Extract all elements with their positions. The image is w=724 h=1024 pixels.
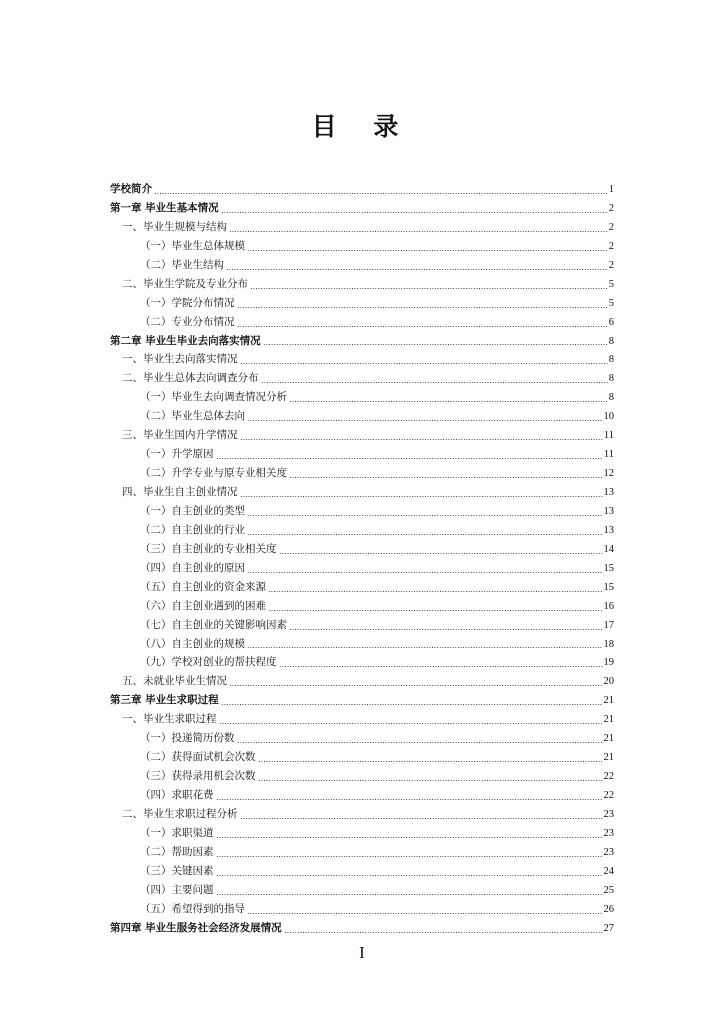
- dot-leader: [216, 894, 603, 895]
- toc-entry-page-number: 21: [603, 752, 614, 764]
- toc-entry-page-number: 23: [603, 846, 614, 858]
- toc-entry-page-number: 8: [608, 354, 614, 366]
- toc-entry-page-number: 18: [603, 638, 614, 650]
- toc-entry-page-number: 15: [603, 562, 614, 574]
- toc-entry-page-number: 17: [603, 619, 614, 631]
- toc-entry-page-number: 5: [608, 297, 614, 309]
- toc-entry[interactable]: [110, 616, 614, 635]
- dot-leader: [268, 591, 603, 592]
- dot-leader: [219, 723, 603, 724]
- toc-entry-page-number: 12: [603, 468, 614, 480]
- dot-leader: [237, 307, 608, 308]
- toc-entry[interactable]: [110, 843, 614, 862]
- toc-entry-page-number: 13: [603, 524, 614, 536]
- toc-entry-page-number: 22: [603, 790, 614, 801]
- toc-entry[interactable]: [110, 881, 614, 900]
- dot-leader: [240, 363, 608, 364]
- toc-entry[interactable]: [110, 729, 614, 748]
- toc-entry-title: 二、毕业生总体去向调查分布: [122, 372, 259, 385]
- dot-leader: [289, 477, 603, 478]
- toc-entry-title: 学校简介: [110, 183, 152, 195]
- toc-entry-title: （一）自主创业的类型: [140, 504, 245, 517]
- dot-leader: [289, 401, 608, 402]
- toc-entry-title: （六）自主创业遇到的困难: [140, 599, 266, 612]
- toc-entry[interactable]: [110, 691, 614, 710]
- toc-entry-title: （八）自主创业的规模: [140, 637, 245, 650]
- toc-entry-title: （二）升学专业与原专业相关度: [140, 467, 287, 480]
- dot-leader: [279, 553, 603, 554]
- toc-entry[interactable]: [110, 578, 614, 597]
- toc-entry-page-number: 2: [608, 221, 614, 233]
- toc-entry[interactable]: [110, 332, 614, 351]
- toc-entry[interactable]: [110, 483, 614, 502]
- toc-entry-title: （一）学院分布情况: [140, 296, 235, 309]
- dot-leader: [247, 534, 603, 535]
- toc-entry[interactable]: [110, 597, 614, 616]
- toc-entry-page-number: 6: [608, 316, 614, 328]
- toc-entry-page-number: 2: [608, 240, 614, 252]
- dot-leader: [216, 799, 603, 800]
- dot-leader: [258, 780, 603, 781]
- dot-leader: [247, 250, 608, 251]
- toc-entry-title: （二）获得面试机会次数: [140, 751, 256, 764]
- toc-entry-title: （四）自主创业的原因: [140, 561, 245, 574]
- dot-leader: [240, 439, 603, 440]
- toc-entry[interactable]: [110, 653, 614, 672]
- toc-entry-title: 一、毕业生规模与结构: [122, 220, 227, 233]
- toc-entry-page-number: 13: [603, 505, 614, 517]
- toc-entry-page-number: 21: [603, 733, 614, 745]
- toc-entry-page-number: 16: [603, 600, 614, 612]
- toc-entry-title: 三、毕业生国内升学情况: [122, 429, 238, 442]
- toc-entry-title: （二）帮助因素: [140, 845, 214, 858]
- toc-entry-title: 第三章 毕业生求职过程: [110, 694, 219, 707]
- toc-entry-title: （二）毕业生结构: [140, 258, 224, 271]
- toc-entry[interactable]: [110, 635, 614, 654]
- dot-leader: [216, 458, 603, 459]
- toc-entry[interactable]: [110, 767, 614, 786]
- toc-entry[interactable]: [110, 350, 614, 369]
- dot-leader: [226, 269, 608, 270]
- toc-entry[interactable]: [110, 900, 614, 919]
- dot-leader: [247, 420, 603, 421]
- toc-entry-page-number: 19: [603, 657, 614, 669]
- toc-entry-page-number: 20: [603, 676, 614, 688]
- toc-entry-page-number: 23: [603, 827, 614, 839]
- toc-entry-page-number: 11: [603, 430, 614, 442]
- toc-entry[interactable]: [110, 862, 614, 881]
- toc-entry-page-number: 21: [603, 714, 614, 726]
- toc-entry-page-number: 1: [608, 184, 614, 195]
- dot-leader: [240, 818, 603, 819]
- toc-entry-title: 二、毕业生求职过程分析: [122, 807, 238, 820]
- toc-entry-page-number: 11: [603, 449, 614, 461]
- toc-entry[interactable]: [110, 218, 614, 237]
- toc-entry-page-number: 25: [603, 884, 614, 896]
- toc-entry[interactable]: [110, 199, 614, 218]
- toc-entry[interactable]: [110, 672, 614, 691]
- dot-leader: [284, 932, 603, 933]
- toc-entry-page-number: 13: [603, 487, 614, 498]
- toc-entry-title: 二、毕业生学院及专业分布: [122, 277, 248, 290]
- toc-entry[interactable]: [110, 502, 614, 521]
- toc-entry-page-number: 24: [603, 865, 614, 877]
- toc-entry[interactable]: [110, 559, 614, 578]
- toc-entry-title: （七）自主创业的关键影响因素: [140, 618, 287, 631]
- dot-leader: [258, 761, 603, 762]
- toc-entry-title: 四、毕业生自主创业情况: [122, 486, 238, 498]
- toc-entry[interactable]: [110, 805, 614, 824]
- toc-title: 目 录: [311, 112, 413, 141]
- toc-entry[interactable]: [110, 824, 614, 843]
- toc-entry[interactable]: [110, 256, 614, 275]
- toc-entry-title: （一）毕业生总体规模: [140, 239, 245, 252]
- dot-leader: [216, 837, 603, 838]
- toc-entry[interactable]: [110, 313, 614, 332]
- dot-leader: [247, 572, 603, 573]
- dot-leader: [237, 742, 603, 743]
- toc-entry-title: （四）求职花费: [140, 789, 214, 801]
- toc-entry-page-number: 8: [608, 392, 614, 404]
- toc-entry[interactable]: [110, 521, 614, 540]
- toc-entry-page-number: 14: [603, 543, 614, 555]
- dot-leader: [268, 610, 603, 611]
- dot-leader: [289, 629, 603, 630]
- dot-leader: [154, 193, 608, 194]
- toc-entry-page-number: 27: [603, 922, 614, 934]
- dot-leader: [250, 288, 608, 289]
- toc-entry[interactable]: [110, 294, 614, 313]
- toc-entry-title: （一）升学原因: [140, 448, 214, 461]
- toc-entry-title: 第二章 毕业生毕业去向落实情况: [110, 334, 261, 347]
- toc-entry-title: 第一章 毕业生基本情况: [110, 201, 219, 214]
- dot-leader: [229, 231, 608, 232]
- toc-entry[interactable]: [110, 710, 614, 729]
- dot-leader: [261, 382, 608, 383]
- toc-entry-page-number: 15: [603, 581, 614, 593]
- toc-entry-title: （二）毕业生总体去向: [140, 410, 245, 423]
- toc-entry[interactable]: [110, 407, 614, 426]
- toc-entry-title: 一、毕业生求职过程: [122, 713, 217, 726]
- toc-entry[interactable]: [110, 748, 614, 767]
- dot-leader: [263, 344, 608, 345]
- dot-leader: [247, 647, 603, 648]
- dot-leader: [221, 704, 603, 705]
- toc-entry[interactable]: [110, 786, 614, 805]
- dot-leader: [216, 856, 603, 857]
- toc-entry-title: （九）学校对创业的帮扶程度: [140, 656, 277, 669]
- page-number: I: [359, 943, 365, 962]
- dot-leader: [247, 913, 603, 914]
- toc-entry[interactable]: [110, 388, 614, 407]
- toc-entry[interactable]: [110, 445, 614, 464]
- toc-entry[interactable]: [110, 369, 614, 388]
- toc-entry-page-number: 5: [608, 278, 614, 290]
- toc-entry-page-number: 22: [603, 771, 614, 783]
- toc-entry-title: 第四章 毕业生服务社会经济发展情况: [110, 921, 282, 934]
- toc-entry-title: （一）毕业生去向调查情况分析: [140, 391, 287, 404]
- toc-list: [110, 180, 614, 938]
- toc-entry-title: （五）自主创业的资金来源: [140, 580, 266, 593]
- dot-leader: [279, 666, 603, 667]
- toc-entry-title: （三）自主创业的专业相关度: [140, 542, 277, 555]
- dot-leader: [240, 496, 603, 497]
- toc-entry-title: （三）获得录用机会次数: [140, 770, 256, 783]
- toc-entry-page-number: 21: [603, 695, 614, 707]
- toc-entry-title: 五、未就业毕业生情况: [122, 675, 227, 688]
- toc-entry-title: （二）自主创业的行业: [140, 523, 245, 536]
- toc-entry[interactable]: [110, 464, 614, 483]
- dot-leader: [221, 212, 608, 213]
- toc-entry-title: （一）投递简历份数: [140, 732, 235, 745]
- toc-entry-page-number: 8: [608, 373, 614, 385]
- toc-entry[interactable]: [110, 237, 614, 256]
- toc-entry-page-number: 2: [608, 202, 614, 214]
- toc-entry-title: （三）关键因素: [140, 864, 214, 877]
- dot-leader: [237, 326, 608, 327]
- toc-entry-title: （五）希望得到的指导: [140, 902, 245, 915]
- toc-entry-title: （四）主要问题: [140, 883, 214, 896]
- dot-leader: [229, 685, 603, 686]
- toc-entry[interactable]: [110, 275, 614, 294]
- dot-leader: [216, 875, 603, 876]
- dot-leader: [247, 515, 603, 516]
- toc-entry[interactable]: [110, 180, 614, 199]
- toc-entry[interactable]: [110, 426, 614, 445]
- toc-entry-page-number: 10: [603, 411, 614, 423]
- toc-entry[interactable]: [110, 540, 614, 559]
- toc-entry-page-number: 23: [603, 808, 614, 820]
- toc-entry-title: 一、毕业生去向落实情况: [122, 353, 238, 366]
- toc-entry-page-number: 2: [608, 259, 614, 271]
- toc-entry-title: （二）专业分布情况: [140, 315, 235, 328]
- toc-entry[interactable]: [110, 919, 614, 938]
- toc-entry-title: （一）求职渠道: [140, 826, 214, 839]
- toc-entry-page-number: 8: [608, 335, 614, 347]
- toc-entry-page-number: 26: [603, 903, 614, 915]
